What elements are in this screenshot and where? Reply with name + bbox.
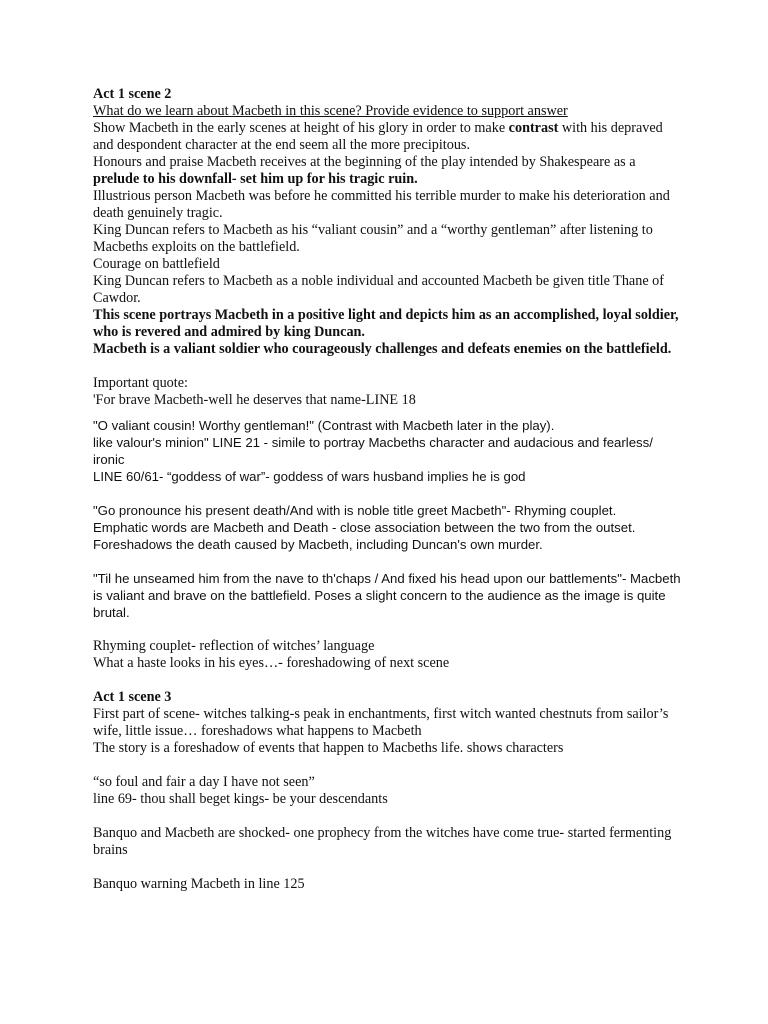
text-run: Important quote: xyxy=(93,375,188,391)
text-run: “so foul and fair a day I have not seen” xyxy=(93,774,315,790)
paragraph xyxy=(93,825,683,859)
paragraph xyxy=(93,222,683,256)
paragraph xyxy=(93,256,683,273)
paragraph xyxy=(93,375,683,392)
text-run: Illustrious person Macbeth was before he committed his terrible murder to make his deterioration and death genuinely tragic. xyxy=(93,188,670,221)
paragraph xyxy=(93,417,683,434)
text-run: Foreshadows the death caused by Macbeth, including Duncan's own murder. xyxy=(93,537,543,552)
paragraph xyxy=(93,154,683,188)
bold-text: This scene portrays Macbeth in a positive light and depicts him as an accomplished, loyal soldier, who is revered and admired by king Duncan. xyxy=(93,307,679,340)
text-run: Emphatic words are Macbeth and Death - close association between the two from the outset. xyxy=(93,520,636,535)
text-run: with his depraved and despondent character at the end seem all the more precipitous. xyxy=(93,120,663,153)
paragraph xyxy=(93,468,683,485)
paragraph xyxy=(93,341,683,358)
bold-text: Macbeth is a valiant soldier who courageously challenges and defeats enemies on the battlefield. xyxy=(93,341,672,357)
bold-text: prelude to his downfall- set him up for his tragic ruin. xyxy=(93,171,418,187)
text-run: Courage on battlefield xyxy=(93,256,220,272)
text-run: LINE 60/61- “goddess of war”- goddess of wars husband implies he is god xyxy=(93,469,526,484)
paragraph xyxy=(93,706,683,740)
paragraph xyxy=(93,876,683,893)
text-run: like valour's minion" LINE 21 - simile to portray Macbeths character and audacious and fearless/ ironic xyxy=(93,435,653,467)
paragraph xyxy=(93,791,683,808)
paragraph xyxy=(93,188,683,222)
text-run: "Go pronounce his present death/And with is noble title greet Macbeth"- Rhyming couplet. xyxy=(93,503,617,518)
text-run: King Duncan refers to Macbeth as his “valiant cousin” and a “worthy gentleman” after listening to Macbeths exploits on the battlefield. xyxy=(93,222,653,255)
paragraph xyxy=(93,392,683,409)
paragraph xyxy=(93,536,683,553)
paragraph xyxy=(93,638,683,655)
paragraph xyxy=(93,774,683,791)
paragraph xyxy=(93,103,683,120)
paragraph xyxy=(93,307,683,341)
text-run: Rhyming couplet- reflection of witches’ language xyxy=(93,638,375,654)
paragraph xyxy=(93,434,683,468)
text-run: The story is a foreshadow of events that happen to Macbeths life. shows characters xyxy=(93,740,564,756)
paragraph xyxy=(93,655,683,672)
paragraph xyxy=(93,519,683,536)
text-run: First part of scene- witches talking-s peak in enchantments, first witch wanted chestnuts from sailor’s wife, little issue… foreshadows what happens to Macbeth xyxy=(93,706,669,739)
text-run: 'For brave Macbeth-well he deserves that name-LINE 18 xyxy=(93,392,416,408)
paragraph xyxy=(93,273,683,307)
text-run: "Til he unseamed him from the nave to th'chaps / And fixed his head upon our battlements"- Macbeth is valiant and brave on the battlefield. Poses a slight concern to the audience as the image is quite brutal. xyxy=(93,571,681,620)
text-run: line 69- thou shall beget kings- be your descendants xyxy=(93,791,388,807)
bold-text: Act 1 scene 2 xyxy=(93,86,172,102)
document-body xyxy=(93,86,683,893)
paragraph xyxy=(93,689,683,706)
paragraph xyxy=(93,570,683,621)
underlined-text: What do we learn about Macbeth in this scene? Provide evidence to support answer xyxy=(93,103,568,119)
text-run: What a haste looks in his eyes…- foreshadowing of next scene xyxy=(93,655,450,671)
paragraph xyxy=(93,86,683,103)
text-run: "O valiant cousin! Worthy gentleman!" (Contrast with Macbeth later in the play). xyxy=(93,418,555,433)
bold-text: contrast xyxy=(508,120,559,136)
bold-text: Act 1 scene 3 xyxy=(93,689,172,705)
text-run: Honours and praise Macbeth receives at the beginning of the play intended by Shakespeare as a xyxy=(93,154,636,170)
text-run: Show Macbeth in the early scenes at height of his glory in order to make xyxy=(93,120,509,136)
text-run: Banquo warning Macbeth in line 125 xyxy=(93,876,305,892)
paragraph xyxy=(93,740,683,757)
text-run: King Duncan refers to Macbeth as a noble individual and accounted Macbeth be given title Thane of Cawdor. xyxy=(93,273,664,306)
paragraph xyxy=(93,120,683,154)
text-run: Banquo and Macbeth are shocked- one prophecy from the witches have come true- started fermenting brains xyxy=(93,825,672,858)
paragraph xyxy=(93,502,683,519)
